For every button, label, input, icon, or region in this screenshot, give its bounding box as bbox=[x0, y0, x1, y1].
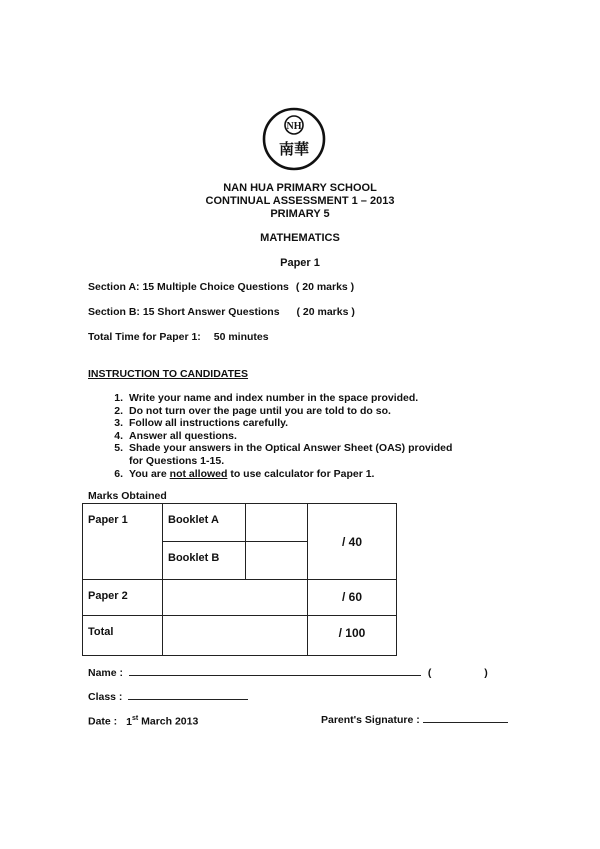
instruction-item: 1. Write your name and index number in the space provided. bbox=[114, 392, 419, 404]
name-blank[interactable] bbox=[129, 675, 421, 676]
paper-title: Paper 1 bbox=[280, 257, 320, 269]
class-line bbox=[88, 691, 248, 703]
booklet-a-score-cell bbox=[246, 504, 308, 542]
section-a-label: Section A: 15 Multiple Choice Questions bbox=[88, 281, 289, 293]
class-label: Class : bbox=[88, 691, 123, 703]
instruction-item: 3. Follow all instructions carefully. bbox=[114, 417, 289, 430]
marks-caption: Marks Obtained bbox=[88, 490, 167, 502]
logo-chinese-name: 南華 bbox=[278, 140, 310, 158]
instruction-item: 4. Answer all questions. bbox=[114, 429, 237, 442]
booklet-b-cell: Booklet B bbox=[163, 542, 246, 580]
date-line bbox=[88, 715, 198, 728]
signature-blank[interactable] bbox=[423, 722, 508, 723]
name-line bbox=[88, 667, 488, 679]
section-b-line bbox=[88, 306, 355, 318]
instruction-item-continuation: for Questions 1-15. bbox=[129, 454, 225, 467]
total-time-line bbox=[88, 331, 269, 343]
instructions-heading: INSTRUCTION TO CANDIDATES bbox=[88, 368, 249, 380]
subject-title: MATHEMATICS bbox=[260, 232, 340, 244]
instruction-item: 5. Shade your answers in the Optical Answer Sheet (OAS) provided bbox=[114, 442, 453, 455]
assessment-title: CONTINUAL ASSESSMENT 1 – 2013 bbox=[205, 195, 395, 207]
class-blank[interactable] bbox=[128, 699, 248, 700]
paper2-cell: Paper 2 bbox=[83, 580, 163, 616]
paper2-total-cell: / 60 bbox=[308, 580, 397, 616]
school-name: NAN HUA PRIMARY SCHOOL bbox=[223, 182, 377, 194]
instructions-list bbox=[105, 392, 452, 480]
section-b-marks: ( 20 marks ) bbox=[296, 306, 355, 318]
section-a-line bbox=[88, 281, 354, 293]
index-close-paren: ) bbox=[484, 667, 488, 679]
logo-initials: NH bbox=[286, 121, 302, 132]
instruction-item: 2. Do not turn over the page until you are told to do so. bbox=[114, 404, 391, 417]
school-logo bbox=[262, 107, 326, 171]
paper1-cell: Paper 1 bbox=[83, 504, 163, 580]
date-suffix: st bbox=[131, 715, 139, 722]
date-day: 1 bbox=[126, 715, 132, 728]
booklet-b-score-cell bbox=[246, 542, 308, 580]
paper1-total-cell: / 40 bbox=[308, 504, 397, 580]
section-a-marks: ( 20 marks ) bbox=[295, 281, 355, 293]
total-score-cell bbox=[163, 616, 308, 656]
date-label: Date : bbox=[88, 715, 118, 728]
date-rest: March 2013 bbox=[141, 715, 199, 728]
signature-label: Parent's Signature : bbox=[321, 714, 420, 726]
section-b-label: Section B: 15 Short Answer Questions bbox=[88, 306, 280, 318]
total-value-cell: / 100 bbox=[308, 616, 397, 656]
booklet-a-cell: Booklet A bbox=[163, 504, 246, 542]
level-title: PRIMARY 5 bbox=[270, 208, 330, 220]
total-cell: Total bbox=[83, 616, 163, 656]
instruction-item: 6. You are not allowed to use calculator for Paper 1. bbox=[114, 467, 375, 480]
marks-table bbox=[82, 503, 397, 656]
total-time-label: Total Time for Paper 1: bbox=[88, 331, 201, 343]
signature-line bbox=[321, 714, 508, 726]
name-label: Name : bbox=[88, 667, 124, 679]
index-open-paren: ( bbox=[427, 667, 432, 679]
total-time-value: 50 minutes bbox=[213, 331, 269, 343]
paper2-score-cell bbox=[163, 580, 308, 616]
